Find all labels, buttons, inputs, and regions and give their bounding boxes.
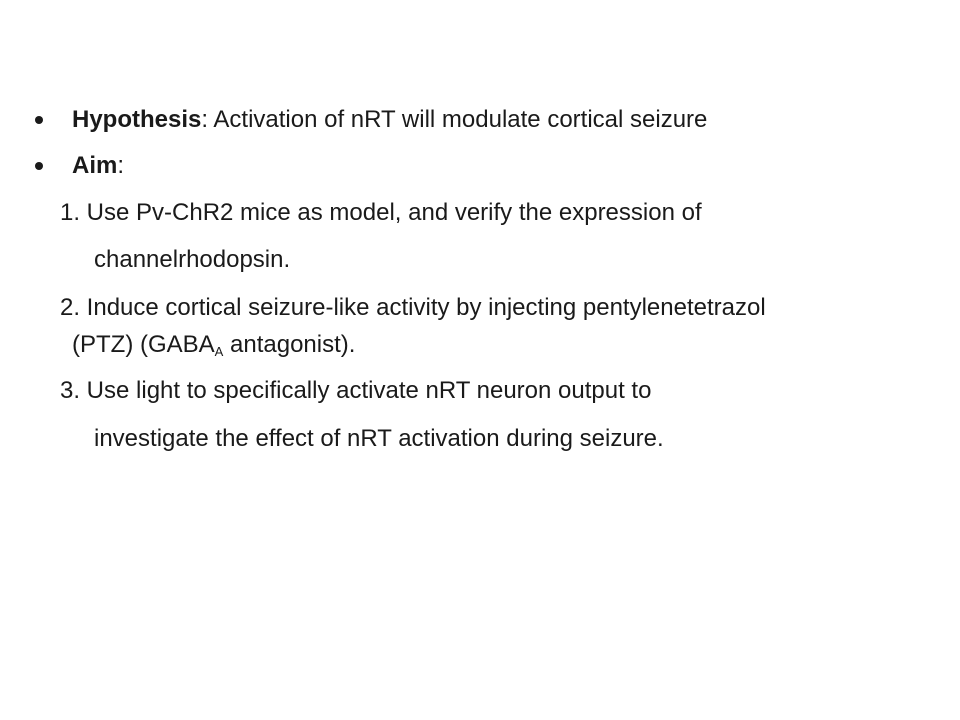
ptz-gaba-text: (PTZ) (GABA [72, 331, 215, 358]
aim-item-1-line-1: 1. Use Pv-ChR2 mice as model, and verify the expression of [60, 199, 702, 226]
hypothesis-text: : Activation of nRT will modulate cortical seizure [201, 106, 708, 133]
aim-item-3-line-1: 3. Use light to specifically activate nRT neuron output to [60, 377, 652, 404]
bullet-dot-icon [35, 116, 43, 124]
bullet-dot-icon [35, 162, 43, 170]
aim-label: Aim [72, 152, 118, 179]
gaba-subscript: A [214, 344, 224, 359]
aim-item-1-line-2: channelrhodopsin. [94, 246, 291, 273]
antagonist-text: antagonist). [223, 331, 356, 358]
aim-item-2-line-2 [72, 331, 355, 359]
hypothesis-line [72, 106, 707, 134]
aim-item-2-line-1: 2. Induce cortical seizure-like activity by injecting pentylenetetrazol [60, 294, 766, 321]
aim-item-3-line-2: investigate the effect of nRT activation during seizure. [94, 425, 664, 452]
aim-line [72, 152, 124, 180]
aim-colon: : [117, 152, 125, 179]
hypothesis-label: Hypothesis [72, 106, 202, 133]
